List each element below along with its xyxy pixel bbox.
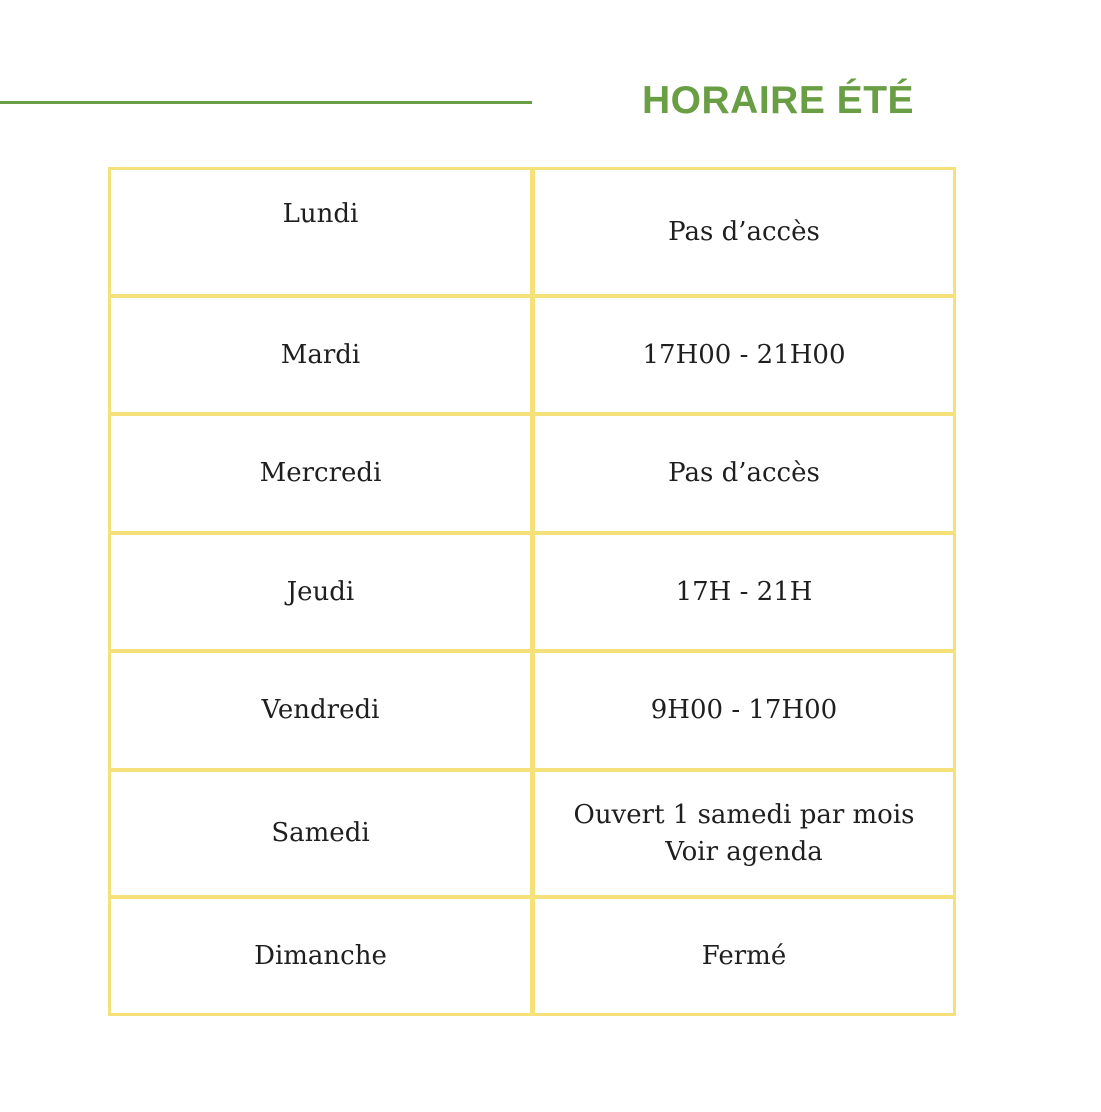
hours-cell bbox=[535, 535, 953, 649]
day-cell bbox=[111, 298, 530, 412]
schedule-table bbox=[108, 167, 956, 1016]
hours-label: Pas d’accès bbox=[668, 458, 820, 488]
table-row bbox=[111, 298, 953, 412]
table-row bbox=[111, 772, 953, 895]
day-cell bbox=[111, 899, 530, 1013]
hours-cell bbox=[535, 298, 953, 412]
hours-label: 17H00 - 21H00 bbox=[642, 339, 846, 370]
hours-cell bbox=[535, 653, 953, 768]
hours-cell bbox=[535, 772, 953, 895]
table-row bbox=[111, 899, 953, 1013]
day-label: Mercredi bbox=[259, 458, 382, 488]
hours-label: 9H00 - 17H00 bbox=[650, 695, 838, 725]
table-row bbox=[111, 535, 953, 649]
divider-line bbox=[0, 101, 532, 104]
hours-cell bbox=[535, 416, 953, 531]
page-title: HORAIRE ÉTÉ bbox=[642, 79, 915, 122]
day-label: Vendredi bbox=[261, 695, 380, 725]
hours-label: 17H - 21H bbox=[675, 576, 813, 607]
day-cell bbox=[111, 416, 530, 531]
table-row bbox=[111, 416, 953, 531]
day-label: Dimanche bbox=[254, 940, 387, 971]
day-label: Lundi bbox=[282, 199, 359, 229]
day-label: Samedi bbox=[271, 818, 370, 848]
hours-label: Fermé bbox=[701, 940, 787, 971]
day-cell bbox=[111, 653, 530, 768]
day-label: Mardi bbox=[280, 339, 361, 370]
table-row bbox=[111, 170, 953, 294]
hours-label: Ouvert 1 samedi par mois bbox=[573, 799, 915, 830]
hours-label-line2: Voir agenda bbox=[665, 836, 823, 867]
day-cell bbox=[111, 772, 530, 895]
day-cell bbox=[111, 170, 530, 294]
table-row bbox=[111, 653, 953, 768]
hours-cell bbox=[535, 899, 953, 1013]
hours-cell bbox=[535, 170, 953, 294]
day-cell bbox=[111, 535, 530, 649]
hours-label: Pas d’accès bbox=[668, 216, 820, 247]
day-label: Jeudi bbox=[286, 576, 355, 607]
